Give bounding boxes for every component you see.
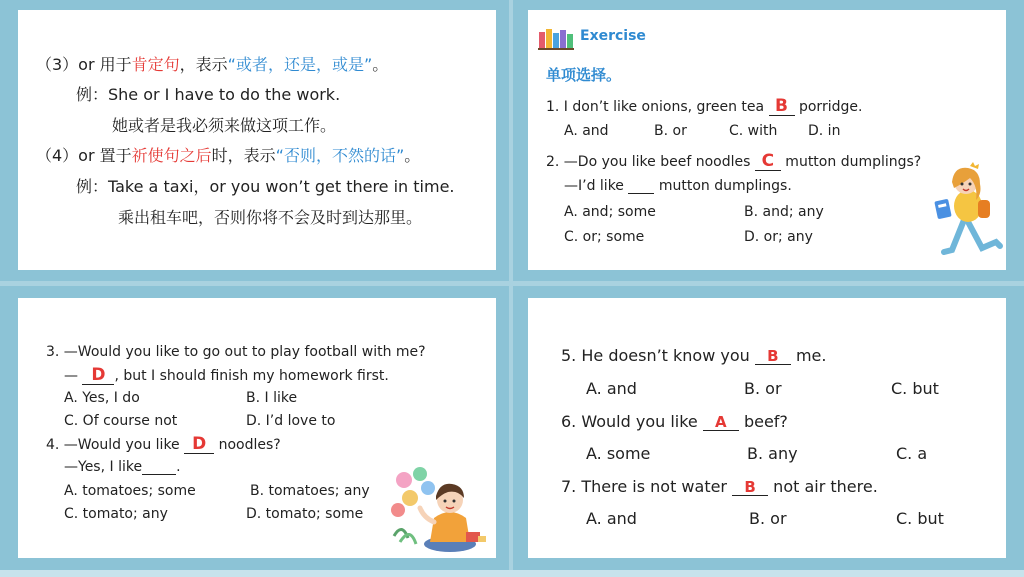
q2-reply-before: —I’d like	[564, 178, 629, 194]
q4-answer: D	[192, 434, 207, 454]
slide-exercise-1	[528, 10, 1006, 270]
rule-3	[36, 52, 388, 75]
exercise-title: Exercise	[580, 28, 646, 44]
rule-4-keyword: 祈使句之后	[131, 146, 212, 165]
q1-option: A. and	[564, 123, 609, 139]
rule-4-suffix: 。	[404, 146, 421, 165]
q6-option: C. a	[896, 444, 928, 463]
q5-text-before: 5. He doesn’t know you	[561, 346, 755, 365]
q2-option: A. and; some	[564, 204, 656, 220]
q4-option: A. tomatoes; some	[64, 483, 196, 499]
boy-with-balloons-illustration	[390, 466, 490, 554]
rule-4	[36, 143, 420, 166]
rule-3-suffix: 。	[372, 55, 389, 74]
question-4	[46, 436, 281, 454]
q3-option: A. Yes, I do	[64, 390, 140, 406]
question-2-reply	[564, 178, 792, 194]
q5-answer: B	[767, 347, 779, 365]
q6-option: A. some	[586, 444, 651, 463]
bottom-strip	[0, 570, 1024, 577]
q5-option: C. but	[891, 379, 939, 398]
q4-option: C. tomato; any	[64, 506, 168, 522]
rule-3-mid: ，表示	[179, 55, 228, 74]
q6-option: B. any	[747, 444, 798, 463]
q7-option: C. but	[896, 509, 944, 528]
q4-option: B. tomatoes; any	[250, 483, 370, 499]
q1-text-before: 1. I don’t like onions, green tea	[546, 99, 769, 115]
rule-3-prefix: （3）or 用于	[36, 55, 132, 74]
q3-answer: D	[91, 365, 106, 385]
books-icon	[538, 26, 574, 50]
q4-option: D. tomato; some	[246, 506, 364, 522]
q1-option: C. with	[729, 123, 778, 139]
q6-text-after: beef?	[738, 412, 788, 431]
q5-text-after: me.	[790, 346, 827, 365]
slide-or-rules	[18, 10, 496, 270]
question-3-reply	[64, 367, 389, 385]
q2-reply-after: mutton dumplings.	[654, 178, 792, 194]
example-3-chinese: 她或者是我必须来做这项工作。	[112, 116, 337, 135]
q1-text-after: porridge.	[794, 99, 863, 115]
q2-text-before: 2. —Do you like beef noodles	[546, 154, 755, 170]
q4-text-before: 4. —Would you like	[46, 437, 185, 453]
question-4-reply	[64, 459, 181, 475]
q2-text-after: mutton dumplings?	[780, 154, 922, 170]
example-4-chinese: 乘出租车吧，否则你将不会及时到达那里。	[118, 208, 423, 227]
slide-divider-horizontal	[0, 281, 1024, 286]
q2-option: B. and; any	[744, 204, 824, 220]
rule-4-meaning: “否则，不然的话”	[275, 146, 405, 165]
slide-exercise-2	[18, 298, 496, 558]
q7-text-after: not air there.	[768, 477, 878, 496]
q1-option: D. in	[808, 123, 841, 139]
q6-answer: A	[715, 413, 727, 431]
q7-option: A. and	[586, 509, 637, 528]
q6-text-before: 6. Would you like	[561, 412, 703, 431]
q7-option: B. or	[749, 509, 787, 528]
question-3: 3. —Would you like to go out to play football with me?	[46, 344, 426, 360]
question-6	[561, 412, 788, 431]
section-title: 单项选择。	[546, 66, 622, 84]
q4-text-after: noodles?	[214, 437, 281, 453]
rule-3-meaning: “或者，还是，或是”	[227, 55, 373, 74]
question-7	[561, 477, 878, 496]
q1-option: B. or	[654, 123, 687, 139]
question-1	[546, 98, 862, 116]
q3-option: C. Of course not	[64, 413, 178, 429]
q2-option: C. or; some	[564, 229, 645, 245]
q2-answer: C	[761, 151, 775, 171]
q5-option: A. and	[586, 379, 637, 398]
question-5	[561, 346, 826, 365]
rule-4-mid: 时，表示	[211, 146, 276, 165]
q1-answer: B	[775, 96, 789, 116]
example-3-english: 例：She or I have to do the work.	[76, 85, 341, 104]
question-2	[546, 153, 921, 171]
rule-4-prefix: （4）or 置于	[36, 146, 132, 165]
q5-option: B. or	[744, 379, 782, 398]
q7-text-before: 7. There is not water	[561, 477, 733, 496]
q3-option: D. I’d love to	[246, 413, 336, 429]
slide-divider-vertical	[509, 0, 513, 577]
q2-option: D. or; any	[744, 229, 813, 245]
slide-exercise-3	[528, 298, 1006, 558]
q3-reply-before: —	[64, 368, 83, 384]
q3-reply-after: , but I should finish my homework first.	[114, 368, 389, 384]
q7-answer: B	[744, 478, 756, 496]
example-4-english: 例：Take a taxi，or you won’t get there in time.	[76, 177, 455, 196]
q3-option: B. I like	[246, 390, 298, 406]
rule-3-keyword: 肯定句	[131, 55, 180, 74]
girl-reading-illustration	[922, 160, 1004, 260]
q4-reply-before: —Yes, I like	[64, 459, 143, 475]
q4-reply-after: .	[176, 459, 181, 475]
